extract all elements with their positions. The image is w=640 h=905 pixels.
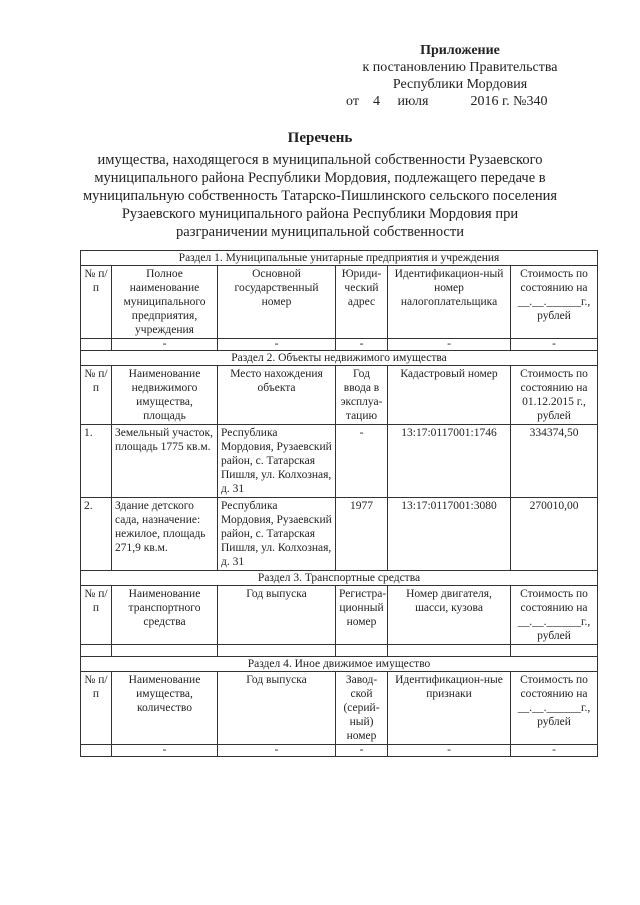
s3-empty-cell [81, 645, 112, 657]
row-name: Здание детского сада, назначение: нежилое, площадь 271,9 кв.м. [112, 498, 218, 571]
row-year: - [336, 425, 388, 498]
s4-header-features: Идентификацион-ные признаки [388, 672, 511, 745]
row-cadastral: 13:17:0117001:1746 [388, 425, 511, 498]
date-prefix: от [346, 94, 359, 109]
s1-empty-cell: - [112, 339, 218, 351]
section-2-title: Раздел 2. Объекты недвижимого имущества [81, 351, 598, 366]
s3-header-year: Год выпуска [218, 586, 336, 645]
s4-header-name: Наименование имущества, количество [112, 672, 218, 745]
s3-header-regnum: Регистра-ционный номер [336, 586, 388, 645]
appendix-line1: к постановлению Правительства [362, 60, 558, 75]
s1-empty-cell: - [388, 339, 511, 351]
date-year: 2016 г. №340 [470, 94, 548, 109]
section-1-title-row [81, 251, 598, 266]
s1-header-num: № п/п [81, 266, 112, 339]
s1-empty-cell: - [336, 339, 388, 351]
document-heading: Перечень [287, 130, 353, 146]
s4-empty-num [81, 745, 112, 757]
row-num: 1. [81, 425, 112, 498]
row-year: 1977 [336, 498, 388, 571]
s4-empty-cell: - [388, 745, 511, 757]
section-4-title-row [81, 657, 598, 672]
table-row [81, 425, 598, 498]
document-subtitle: имущества, находящегося в муниципальной собственности Рузаевского муниципального района Республики Мордовия, подлежащего передаче в муниципальную собственность Татарско-Пишлинского сельского поселения Рузаевского муниципального района Республики Мордовия при разграничении муниципальной собственности [82, 152, 558, 240]
s2-header-cost: Стоимость по состоянию на 01.12.2015 г., рублей [511, 366, 598, 425]
section-3-title-row [81, 571, 598, 586]
s4-header-serial: Завод-ской (серий-ный) номер [336, 672, 388, 745]
row-name: Земельный участок, площадь 1775 кв.м. [112, 425, 218, 498]
s1-header-inn: Идентификацион-ный номер налогоплательщика [388, 266, 511, 339]
row-cost: 334374,50 [511, 425, 598, 498]
s3-empty-cell [511, 645, 598, 657]
appendix-title: Приложение [420, 43, 500, 58]
s2-header-cadastral: Кадастровый номер [388, 366, 511, 425]
row-num: 2. [81, 498, 112, 571]
s4-header-num: № п/п [81, 672, 112, 745]
section-3-title: Раздел 3. Транспортные средства [81, 571, 598, 586]
appendix-line2: Республики Мордовия [392, 77, 528, 92]
date-day: 4 [372, 94, 380, 109]
section-1-header-row [81, 266, 598, 339]
s3-empty-row [81, 645, 598, 657]
section-4-header-row [81, 672, 598, 745]
s2-header-year: Год ввода в эксплуа-тацию [336, 366, 388, 425]
s4-empty-cell: - [336, 745, 388, 757]
appendix-date [340, 93, 580, 110]
s3-empty-cell [388, 645, 511, 657]
s1-empty-num [81, 339, 112, 351]
s1-header-ogrn: Основной государственный номер [218, 266, 336, 339]
s4-header-cost: Стоимость по состоянию на __.__.______г., рублей [511, 672, 598, 745]
section-4-title: Раздел 4. Иное движимое имущество [81, 657, 598, 672]
s2-header-location: Место нахождения объекта [218, 366, 336, 425]
row-location: Республика Мордовия, Рузаевский район, с. Татарская Пишля, ул. Колхозная, д. 31 [218, 498, 336, 571]
section-2-header-row [81, 366, 598, 425]
s1-empty-cell: - [511, 339, 598, 351]
s4-empty-cell: - [511, 745, 598, 757]
s1-header-cost: Стоимость по состоянию на __.__.______г., рублей [511, 266, 598, 339]
section-3-header-row [81, 586, 598, 645]
section-1-title: Раздел 1. Муниципальные унитарные предприятия и учреждения [81, 251, 598, 266]
table-row [81, 498, 598, 571]
s4-empty-cell: - [112, 745, 218, 757]
s2-header-name: Наименование недвижимого имущества, площадь [112, 366, 218, 425]
row-cost: 270010,00 [511, 498, 598, 571]
s4-header-year: Год выпуска [218, 672, 336, 745]
s1-empty-cell: - [218, 339, 336, 351]
appendix-block [340, 42, 580, 110]
s1-header-address: Юриди-ческий адрес [336, 266, 388, 339]
section-2-title-row [81, 351, 598, 366]
date-month: июля [397, 94, 429, 109]
s3-empty-cell [218, 645, 336, 657]
s3-header-cost: Стоимость по состоянию на __.__.______г., рублей [511, 586, 598, 645]
s4-empty-row [81, 745, 598, 757]
row-cadastral: 13:17:0117001:3080 [388, 498, 511, 571]
s3-empty-cell [112, 645, 218, 657]
s1-empty-row [81, 339, 598, 351]
s2-header-num: № п/п [81, 366, 112, 425]
s3-empty-cell [336, 645, 388, 657]
row-location: Республика Мордовия, Рузаевский район, с. Татарская Пишля, ул. Колхозная, д. 31 [218, 425, 336, 498]
property-table [80, 250, 598, 757]
s3-header-name: Наименование транспортного средства [112, 586, 218, 645]
s4-empty-cell: - [218, 745, 336, 757]
s3-header-engine: Номер двигателя, шасси, кузова [388, 586, 511, 645]
s1-header-name: Полное наименование муниципального предприятия, учреждения [112, 266, 218, 339]
s3-header-num: № п/п [81, 586, 112, 645]
